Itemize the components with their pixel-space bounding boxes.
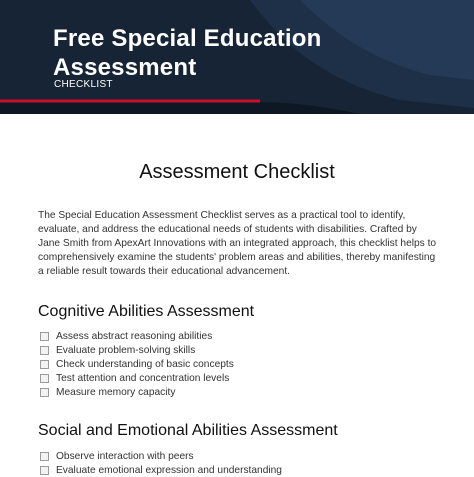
checkbox[interactable] xyxy=(40,374,49,383)
checklist-item[interactable] xyxy=(40,343,234,357)
checklist-item-label: Evaluate problem-solving skills xyxy=(56,344,196,356)
checklist-item[interactable] xyxy=(40,357,234,371)
checkbox[interactable] xyxy=(40,360,49,369)
checklist-item-label: Evaluate emotional expression and understanding xyxy=(56,464,282,476)
cognitive-checklist xyxy=(40,329,234,399)
checklist-item[interactable] xyxy=(40,385,234,399)
section-title-social-emotional: Social and Emotional Abilities Assessment xyxy=(38,422,338,439)
title-line-1: Free Special Education xyxy=(53,25,322,52)
checkbox[interactable] xyxy=(40,388,49,397)
header-banner xyxy=(0,0,474,114)
checklist-item-label: Check understanding of basic concepts xyxy=(56,358,234,370)
document-subtitle: CHECKLIST xyxy=(54,79,113,90)
checklist-item[interactable] xyxy=(40,329,234,343)
section-title-cognitive: Cognitive Abilities Assessment xyxy=(38,303,255,320)
checkbox[interactable] xyxy=(40,346,49,355)
checklist-item-label: Assess abstract reasoning abilities xyxy=(56,330,213,342)
checklist-heading: Assessment Checklist xyxy=(139,161,335,183)
checklist-item-label: Test attention and concentration levels xyxy=(56,372,230,384)
title-line-2: Assessment xyxy=(53,54,197,81)
checkbox[interactable] xyxy=(40,452,49,461)
checklist-item-label: Measure memory capacity xyxy=(56,386,176,398)
checklist-item[interactable] xyxy=(40,371,234,385)
intro-paragraph: The Special Education Assessment Checklist serves as a practical tool to identify, evaluate, and address the educational needs of students with disabilities. Crafted by Jane Smith from ApexArt Innovations with an integrated approach, this checklist helps to comprehensively examine the students' problem areas and abilities, thereby manifesting a reliable result towards their educational advancement. xyxy=(38,210,437,277)
checkbox[interactable] xyxy=(40,466,49,475)
checklist-item-label: Observe interaction with peers xyxy=(56,450,194,462)
document-title xyxy=(53,24,321,82)
checklist-item[interactable] xyxy=(40,463,282,477)
checkbox[interactable] xyxy=(40,332,49,341)
checklist-item[interactable] xyxy=(40,449,282,463)
